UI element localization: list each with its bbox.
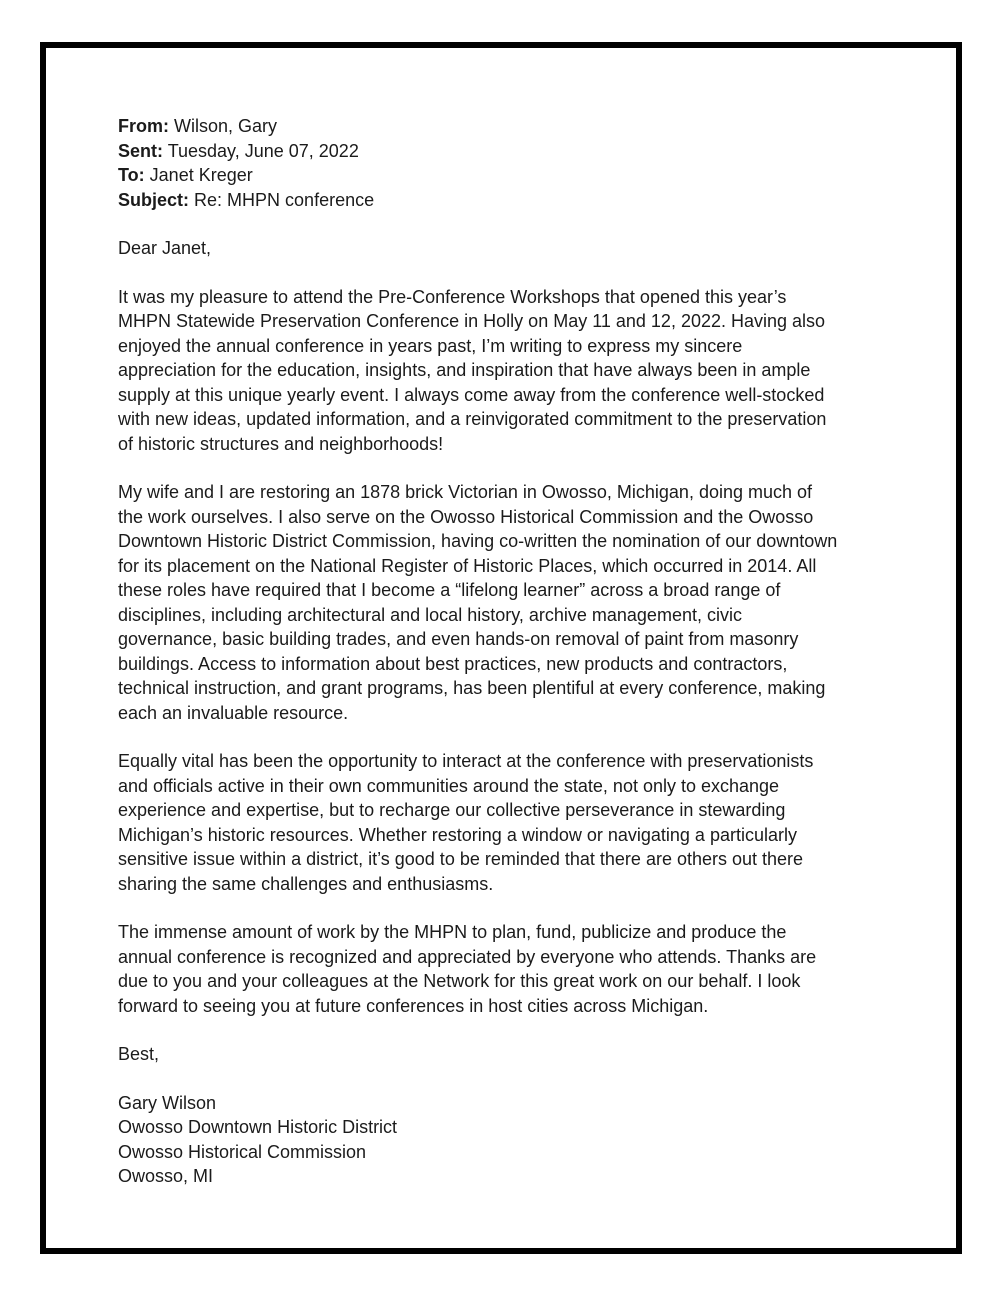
signature-org-district: Owosso Downtown Historic District bbox=[118, 1117, 398, 1137]
email-header bbox=[118, 114, 840, 212]
to-label: To: bbox=[118, 165, 145, 185]
header-to-line bbox=[118, 163, 840, 188]
paragraph-3: Equally vital has been the opportunity to interact at the conference with preservationists and officials active in their own communities around the state, not only to exchange experience and expertise, but to recharge our collective perseverance in stewarding Michigan’s historic resources. Whether restoring a window or navigating a particularly sensitive issue within a district, it’s good to be reminded that there are others out there sharing the same challenges and enthusiasms. bbox=[118, 751, 814, 894]
signature-block bbox=[118, 1091, 840, 1189]
signature-org-commission: Owosso Historical Commission bbox=[118, 1141, 367, 1162]
salutation: Dear Janet, bbox=[118, 238, 212, 258]
from-label: From: bbox=[118, 116, 169, 136]
paragraph-1: It was my pleasure to attend the Pre-Conference Workshops that opened this year’s MHPN Statewide Preservation Conference in Holly on May 11 and 12, 2022. Having also enjoyed the annual conference in years past, I’m writing to express my sincere appreciation for the education, insights, and inspiration that have always been in ample supply at this unique yearly event. I always come away from the conference well-stocked with new ideas, updated information, and a reinvigorated commitment to the preservation of historic structures and neighborhoods! bbox=[118, 286, 827, 454]
header-from-line bbox=[118, 114, 840, 139]
letter-content bbox=[46, 48, 898, 1189]
closing: Best, bbox=[118, 1044, 160, 1064]
from-value: Wilson, Gary bbox=[174, 116, 278, 136]
subject-value: Re: MHPN conference bbox=[194, 189, 375, 210]
letter-frame bbox=[40, 42, 962, 1254]
header-sent-line bbox=[118, 139, 840, 164]
sent-value: Tuesday, June 07, 2022 bbox=[167, 140, 359, 161]
sent-label: Sent: bbox=[118, 140, 163, 161]
signature-location: Owosso, MI bbox=[118, 1166, 214, 1186]
header-subject-line bbox=[118, 188, 840, 213]
subject-label: Subject: bbox=[118, 189, 190, 210]
paragraph-2: My wife and I are restoring an 1878 brick Victorian in Owosso, Michigan, doing much of the work ourselves. I also serve on the Owosso Historical Commission and the Owosso Downtown Historic District Commission, having co-written the nomination of our downtown for its placement on the National Register of Historic Places, which occurred in 2014. All these roles have required that I become a “lifelong learner” across a broad range of disciplines, including architectural and local history, archive management, civic governance, basic building trades, and even hands-on removal of paint from masonry buildings. Access to information about best practices, new products and contractors, technical instruction, and grant programs, has been plentiful at every conference, making each an invaluable resource. bbox=[118, 482, 838, 723]
signature-name: Gary Wilson bbox=[118, 1092, 217, 1113]
paragraph-4: The immense amount of work by the MHPN to plan, fund, publicize and produce the annual conference is recognized and appreciated by everyone who attends. Thanks are due to you and your colleagues at the Network for this great work on our behalf. I look forward to seeing you at future conferences in host cities across Michigan. bbox=[118, 922, 817, 1016]
to-value: Janet Kreger bbox=[149, 165, 253, 185]
